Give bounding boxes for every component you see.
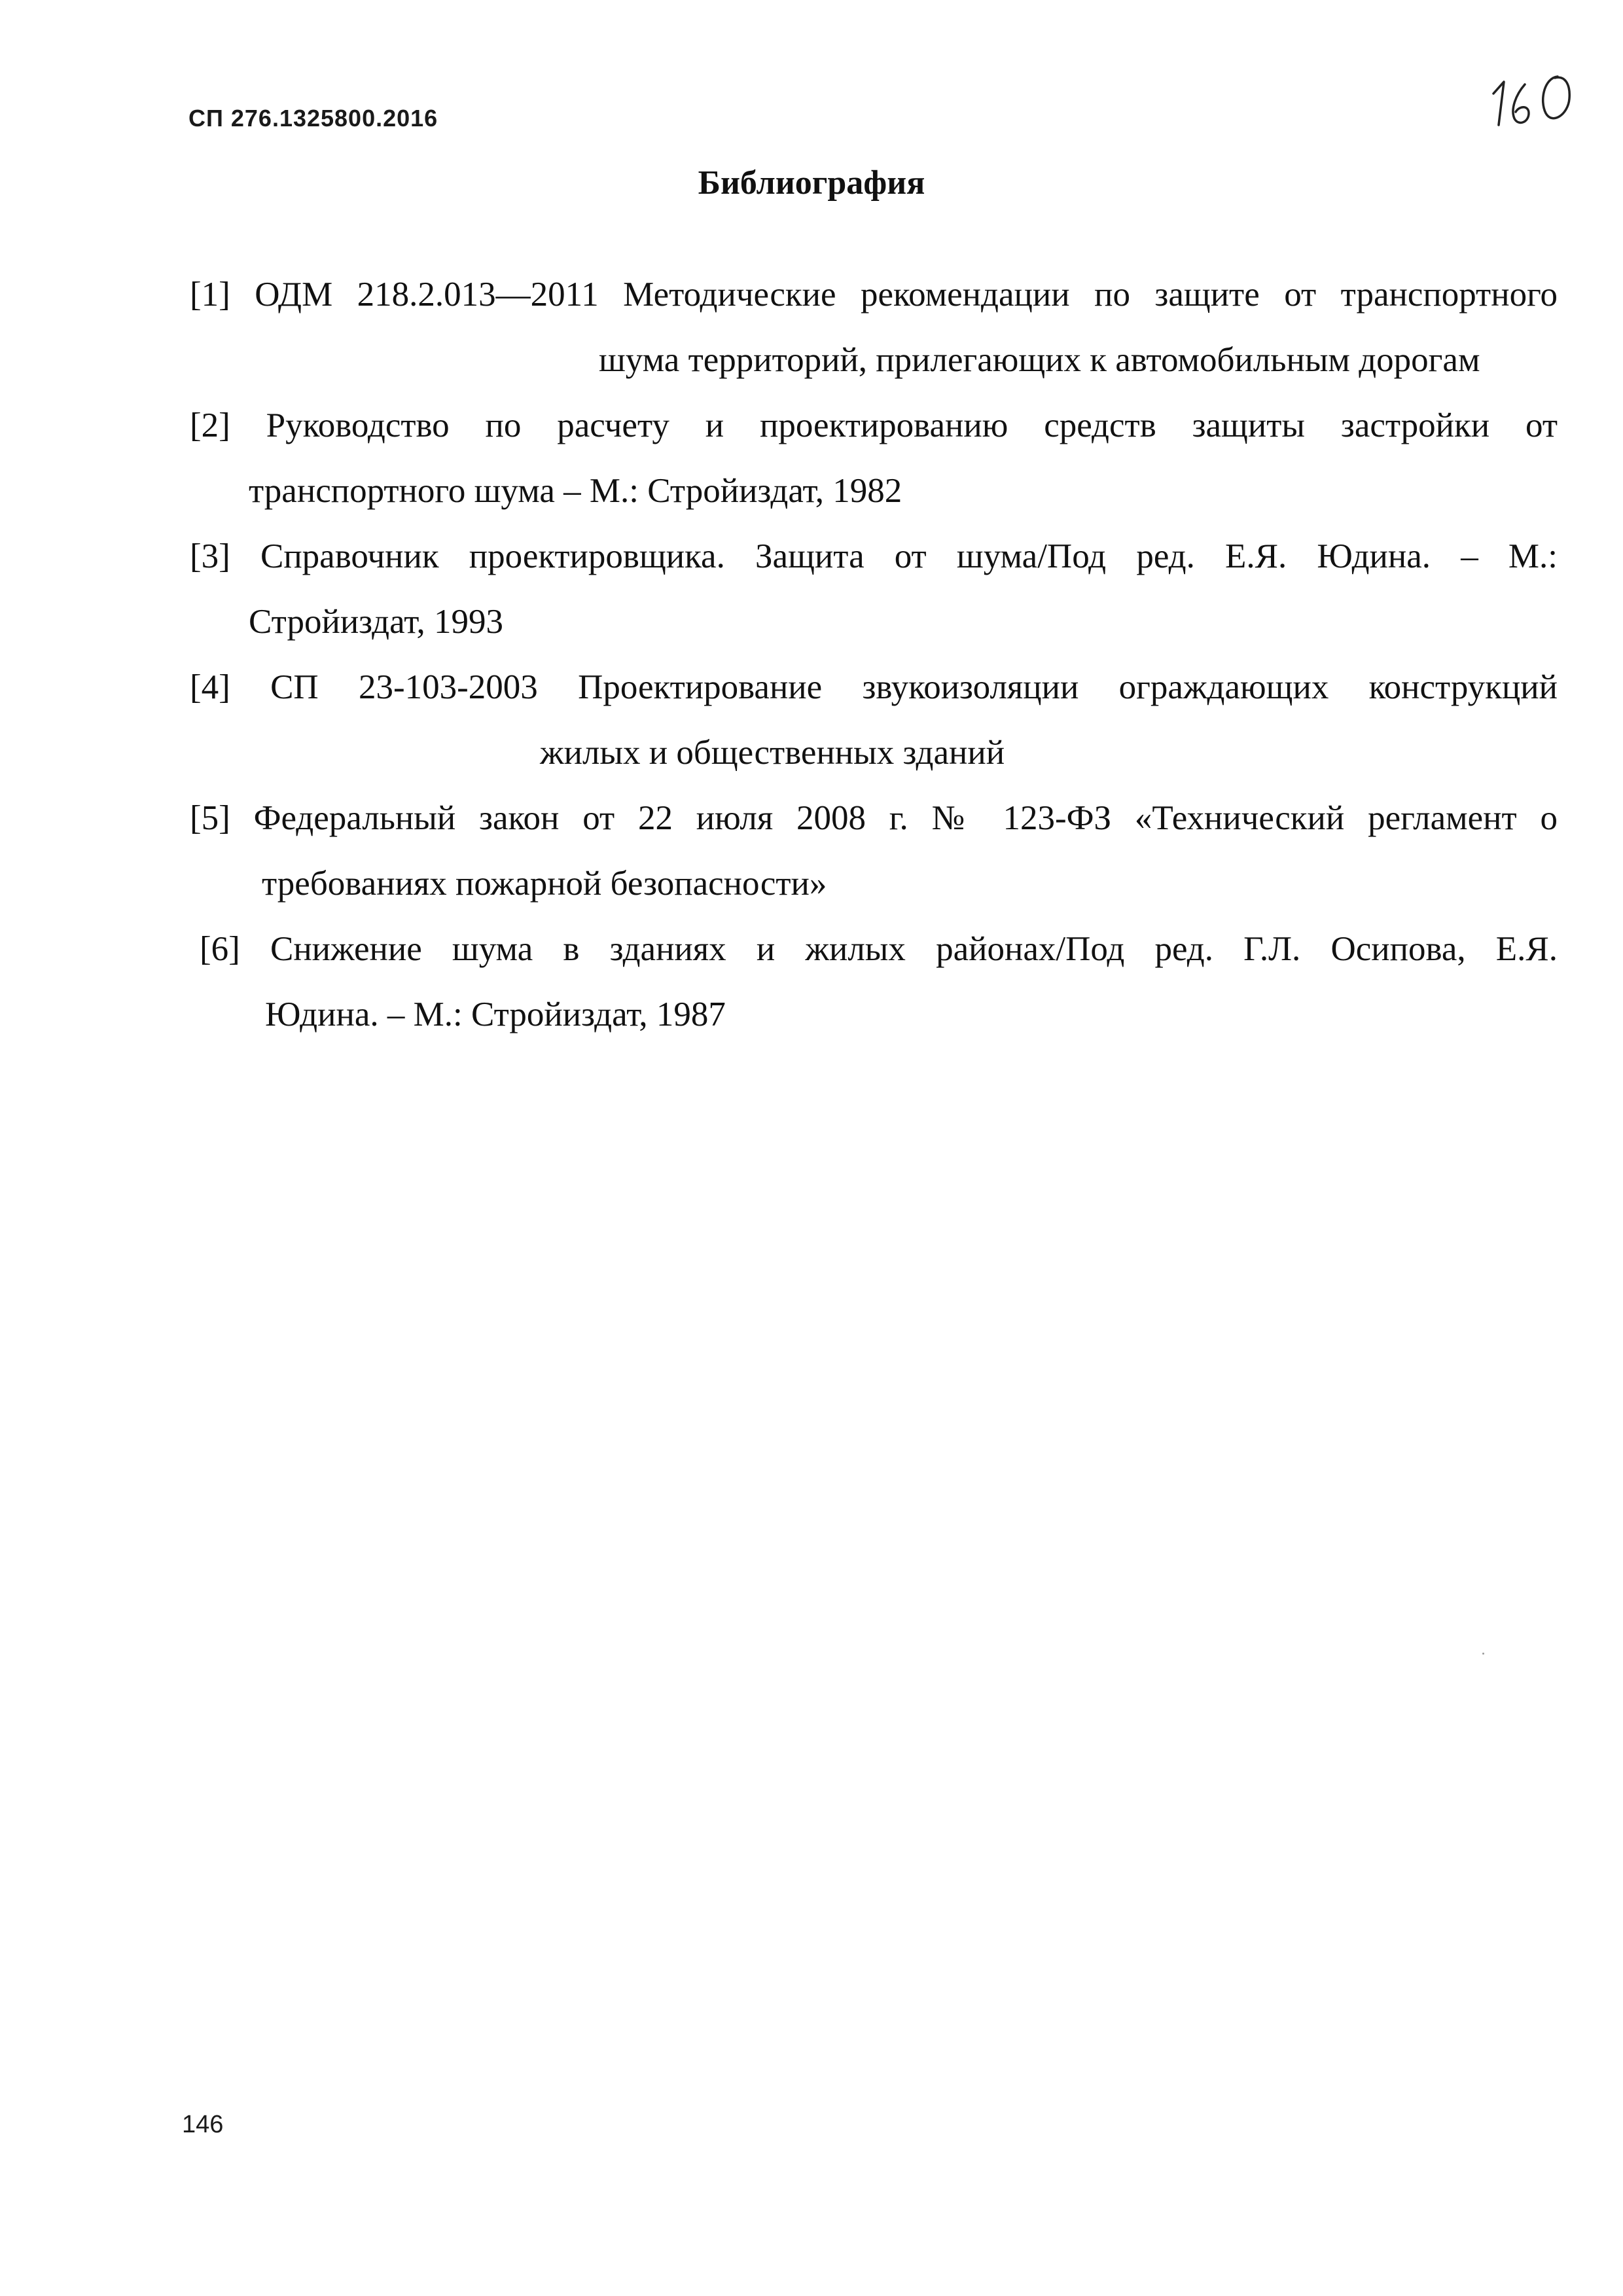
- bibliography-entry: [190, 655, 1558, 785]
- page-number: 146: [182, 2111, 224, 2138]
- entry-line: жилых и общественных зданий: [540, 734, 1005, 772]
- entry-line: [1] ОДМ 218.2.013—2011 Методические рекомендации по защите от транспортного: [190, 276, 1558, 314]
- bibliography-entry: [190, 393, 1558, 524]
- entry-line: Стройиздат, 1993: [249, 603, 503, 641]
- entry-line: [2] Руководство по расчету и проектированию средств защиты застройки от: [190, 406, 1558, 444]
- bibliography-entry: [190, 262, 1558, 393]
- document-code: СП 276.1325800.2016: [188, 105, 438, 132]
- entry-line: транспортного шума – М.: Стройиздат, 1982: [249, 472, 902, 510]
- bibliography-list: [190, 262, 1558, 1047]
- entry-line: [3] Справочник проектировщика. Защита от шума/Под ред. Е.Я. Юдина. – М.:: [190, 537, 1558, 575]
- entry-line: шума территорий, прилегающих к автомобильным дорогам: [599, 341, 1480, 379]
- entry-line: [4] СП 23-103-2003 Проектирование звукоизоляции ограждающих конструкций: [190, 668, 1558, 706]
- entry-line: [6] Снижение шума в зданиях и жилых районах/Под ред. Г.Л. Осипова, Е.Я.: [200, 930, 1558, 968]
- entry-line: [5] Федеральный закон от 22 июля 2008 г. № 123-ФЗ «Технический регламент о: [190, 799, 1558, 837]
- page-title: Библиография: [698, 164, 925, 202]
- entry-line: Юдина. – М.: Стройиздат, 1987: [265, 996, 726, 1033]
- entry-line: требованиях пожарной безопасности»: [262, 865, 827, 903]
- bibliography-entry: [190, 524, 1558, 655]
- bibliography-entry: [190, 785, 1558, 916]
- bibliography-entry: [190, 916, 1558, 1047]
- scan-speck: [1482, 1653, 1484, 1655]
- handwritten-sheet-number: [1484, 62, 1582, 134]
